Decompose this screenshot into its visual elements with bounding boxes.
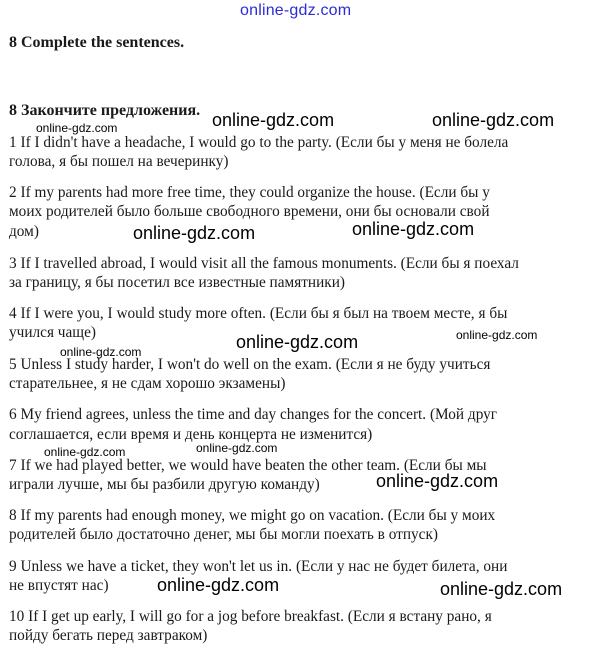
sentence-3-line-2: за границу, я бы посетил все известные памятники): [9, 274, 346, 291]
exercise-heading-en: 8 Complete the sentences.: [9, 34, 185, 51]
watermark-big: online-gdz.com: [133, 223, 256, 243]
sentence-5-line-1: 5 Unless I study harder, I won't do well on the exam. (Если я не буду учиться: [9, 356, 491, 373]
sentence-10-line-1: 10 If I get up early, I will go for a jog before breakfast. (Если я встану рано, я: [9, 608, 492, 625]
watermark-top: online-gdz.com: [240, 2, 352, 19]
watermark-big: online-gdz.com: [432, 110, 555, 130]
watermark-small: online-gdz.com: [456, 328, 538, 342]
watermark-small: online-gdz.com: [196, 441, 278, 455]
sentence-9-line-2: не впустят нас): [9, 577, 109, 594]
sentence-5-line-2: старательнее, я не сдам хорошо экзамены): [9, 375, 286, 392]
sentence-8-line-2: родителей было достаточно денег, мы бы могли поехать в отпуск): [9, 526, 438, 543]
sentence-10-line-2: пойду бегать перед завтраком): [9, 627, 208, 644]
sentence-4-line-1: 4 If I were you, I would study more often. (Если бы я был на твоем месте, я бы: [9, 305, 508, 322]
watermark-big: online-gdz.com: [376, 471, 499, 491]
sentence-1-line-2: голова, я бы пошел на вечеринку): [9, 153, 229, 170]
watermark-small: online-gdz.com: [36, 121, 118, 135]
sentence-2-line-1: 2 If my parents had more free time, they could organize the house. (Если бы у: [9, 184, 490, 201]
watermark-big: online-gdz.com: [236, 332, 359, 352]
exercise-heading-ru: 8 Закончите предложения.: [9, 102, 201, 119]
watermark-big: online-gdz.com: [352, 219, 475, 239]
sentence-6-line-2: соглашается, если время и день концерта не изменится): [9, 426, 373, 443]
sentence-2-line-2: моих родителей было больше свободного времени, они бы основали свой: [9, 203, 490, 220]
sentence-7-line-2: играли лучше, мы бы разбили другую команду): [9, 476, 320, 493]
sentence-4-line-2: учился чаще): [9, 324, 96, 341]
sentence-1-line-1: 1 If I didn't have a headache, I would go to the party. (Если бы у меня не болела: [9, 134, 509, 151]
sentence-2-line-3: дом): [9, 223, 39, 240]
watermark-big: online-gdz.com: [212, 110, 335, 130]
sentence-6-line-1: 6 My friend agrees, unless the time and day changes for the concert. (Мой друг: [9, 406, 498, 423]
watermark-big: online-gdz.com: [440, 579, 563, 599]
sentence-8-line-1: 8 If my parents had enough money, we might go on vacation. (Если бы у моих: [9, 507, 496, 524]
sentence-7-line-1: 7 If we had played better, we would have beaten the other team. (Если бы мы: [9, 457, 487, 474]
watermark-big: online-gdz.com: [157, 575, 280, 595]
sentence-9-line-1: 9 Unless we have a ticket, they won't let us in. (Если у нас не будет билета, они: [9, 558, 508, 575]
sentence-3-line-1: 3 If I travelled abroad, I would visit all the famous monuments. (Если бы я поехал: [9, 255, 519, 272]
watermark-small: online-gdz.com: [60, 345, 142, 359]
watermark-small: online-gdz.com: [44, 445, 126, 459]
